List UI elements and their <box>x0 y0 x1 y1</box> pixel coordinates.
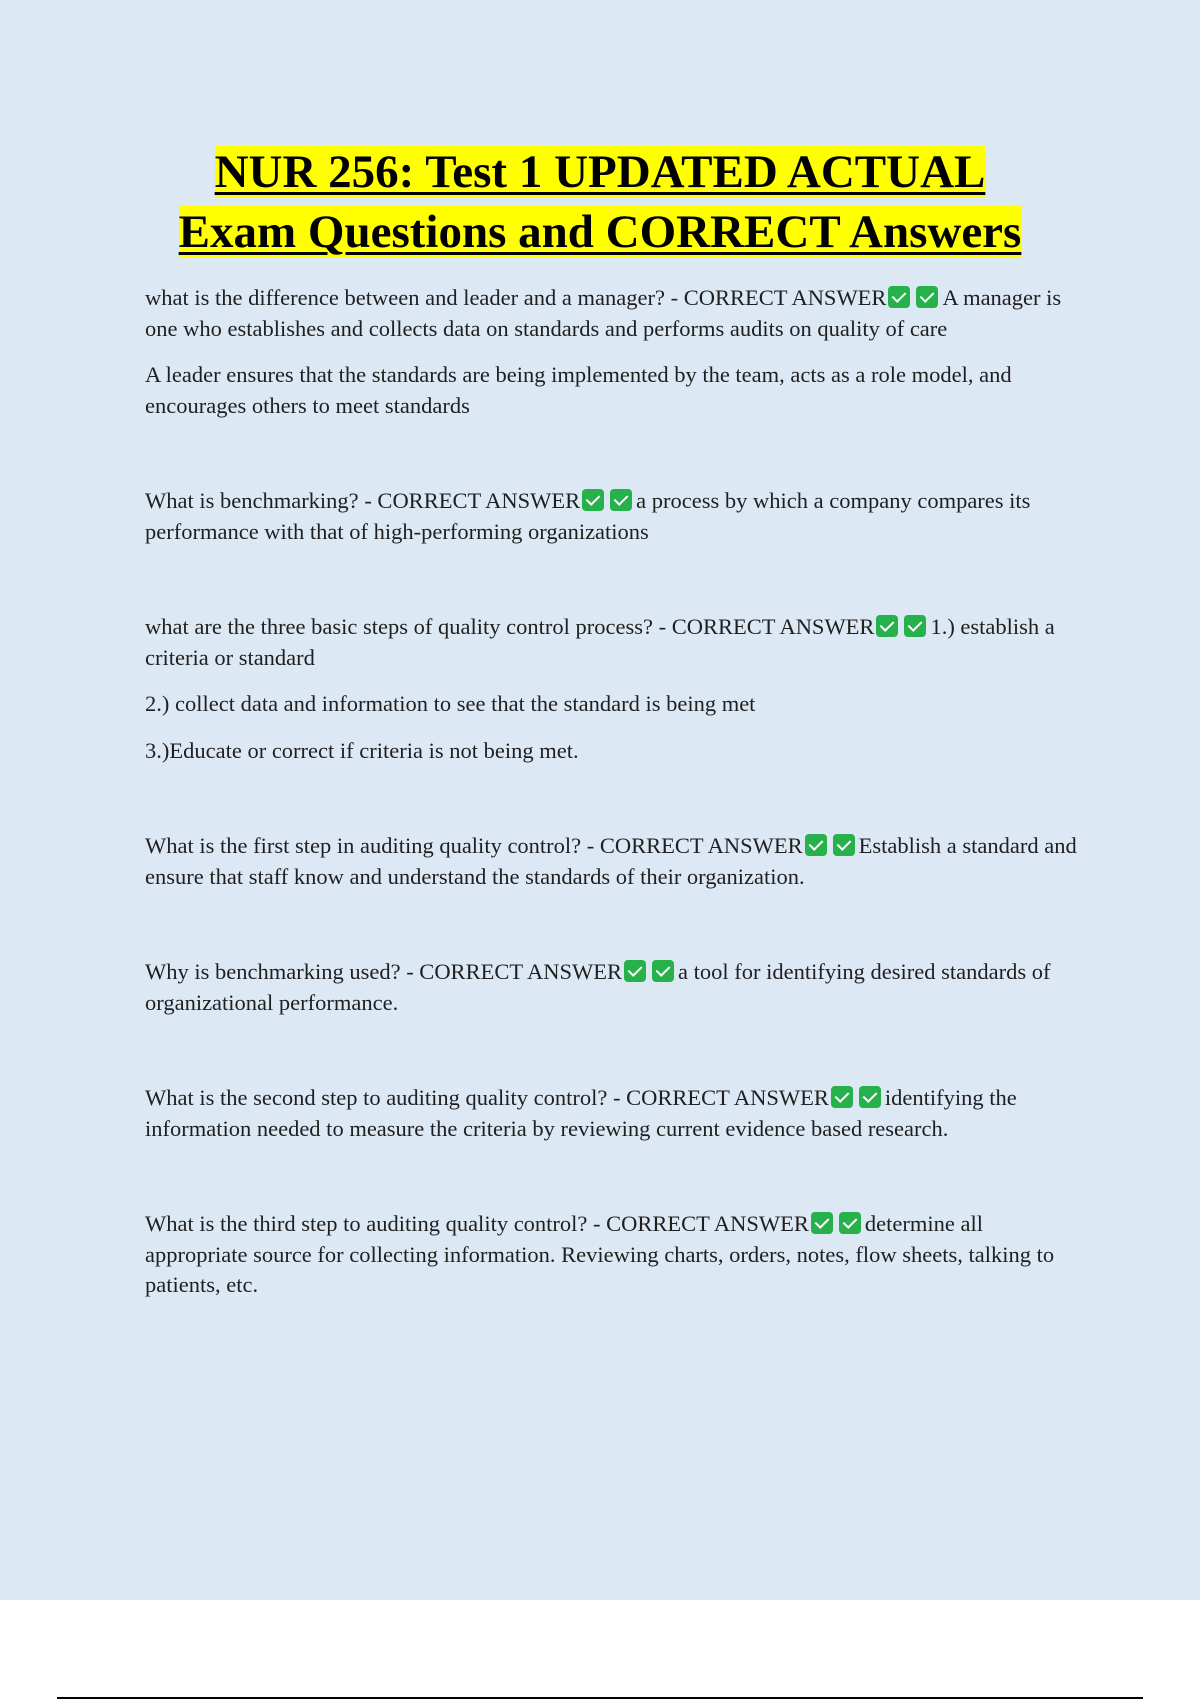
question-text: what are the three basic steps of quality control process? <box>145 614 653 639</box>
check-mark-icon <box>610 489 632 511</box>
check-mark-icon <box>805 834 827 856</box>
check-mark-icon <box>916 286 938 308</box>
check-mark-icon <box>811 1212 833 1234</box>
question-text: What is the third step to auditing quality control? <box>145 1211 588 1236</box>
qa-item-3 <box>145 612 1085 766</box>
check-mark-icon <box>859 1086 881 1108</box>
title-line-2: Exam Questions and CORRECT Answers <box>178 206 1022 258</box>
qa-main-paragraph <box>145 486 1085 547</box>
check-mark-icon <box>888 286 910 308</box>
answer-extra-line: A leader ensures that the standards are being implemented by the team, acts as a role model, and encourages others to meet standards <box>145 362 1012 418</box>
qa-item-6 <box>145 1083 1085 1144</box>
check-mark-icon <box>624 960 646 982</box>
check-mark-icon <box>652 960 674 982</box>
question-text: Why is benchmarking used? <box>145 959 401 984</box>
answer-marker: - CORRECT ANSWER <box>593 1211 809 1236</box>
check-mark-icon <box>876 615 898 637</box>
qa-main-paragraph <box>145 283 1085 344</box>
document-title <box>0 142 1200 262</box>
qa-main-paragraph <box>145 1209 1085 1301</box>
answer-text: A manager is one who establishes and collects data on standards and performs audits on quality of care <box>145 285 1062 341</box>
answer-marker: - CORRECT ANSWER <box>658 614 875 639</box>
qa-main-paragraph <box>145 612 1085 673</box>
answer-text: a process by which a company compares its performance with that of high-performing organizations <box>145 488 1031 544</box>
page-divider <box>57 1697 1143 1699</box>
answer-extra-line: 2.) collect data and information to see that the standard is being met <box>145 691 756 716</box>
qa-item-1 <box>145 283 1085 421</box>
qa-item-2 <box>145 486 1085 547</box>
answer-text: a tool for identifying desired standards of organizational performance. <box>145 959 1051 1015</box>
qa-main-paragraph <box>145 1083 1085 1144</box>
answer-text: 1.) establish a criteria or standard <box>145 614 1055 670</box>
check-mark-icon <box>904 615 926 637</box>
answer-marker: - CORRECT ANSWER <box>586 833 803 858</box>
check-mark-icon <box>833 834 855 856</box>
answer-marker: - CORRECT ANSWER <box>613 1085 829 1110</box>
check-mark-icon <box>831 1086 853 1108</box>
answer-marker: - CORRECT ANSWER <box>406 959 623 984</box>
answer-extra-line: 3.)Educate or correct if criteria is not being met. <box>145 737 579 763</box>
qa-main-paragraph <box>145 831 1085 892</box>
answer-marker: - CORRECT ANSWER <box>670 285 887 310</box>
question-text: What is the second step to auditing quality control? <box>145 1085 608 1110</box>
qa-item-5 <box>145 957 1085 1018</box>
title-line-1: NUR 256: Test 1 UPDATED ACTUAL <box>214 146 986 198</box>
qa-list <box>145 283 1085 1301</box>
question-text: What is the first step in auditing quality control? <box>145 833 582 858</box>
qa-item-4 <box>145 831 1085 892</box>
qa-item-7 <box>145 1209 1085 1301</box>
answer-text: Establish a standard and ensure that staff know and understand the standards of their organization. <box>145 833 1077 889</box>
question-text: what is the difference between and leader and a manager? <box>145 285 665 310</box>
check-mark-icon <box>839 1212 861 1234</box>
answer-text: identifying the information needed to measure the criteria by reviewing current evidence based research. <box>145 1085 1017 1141</box>
question-text: What is benchmarking? <box>145 488 359 513</box>
qa-main-paragraph <box>145 957 1085 1018</box>
answer-text: determine all appropriate source for collecting information. Reviewing charts, orders, notes, flow sheets, talking to patients, etc. <box>145 1211 1055 1297</box>
check-mark-icon <box>582 489 604 511</box>
answer-marker: - CORRECT ANSWER <box>364 488 581 513</box>
